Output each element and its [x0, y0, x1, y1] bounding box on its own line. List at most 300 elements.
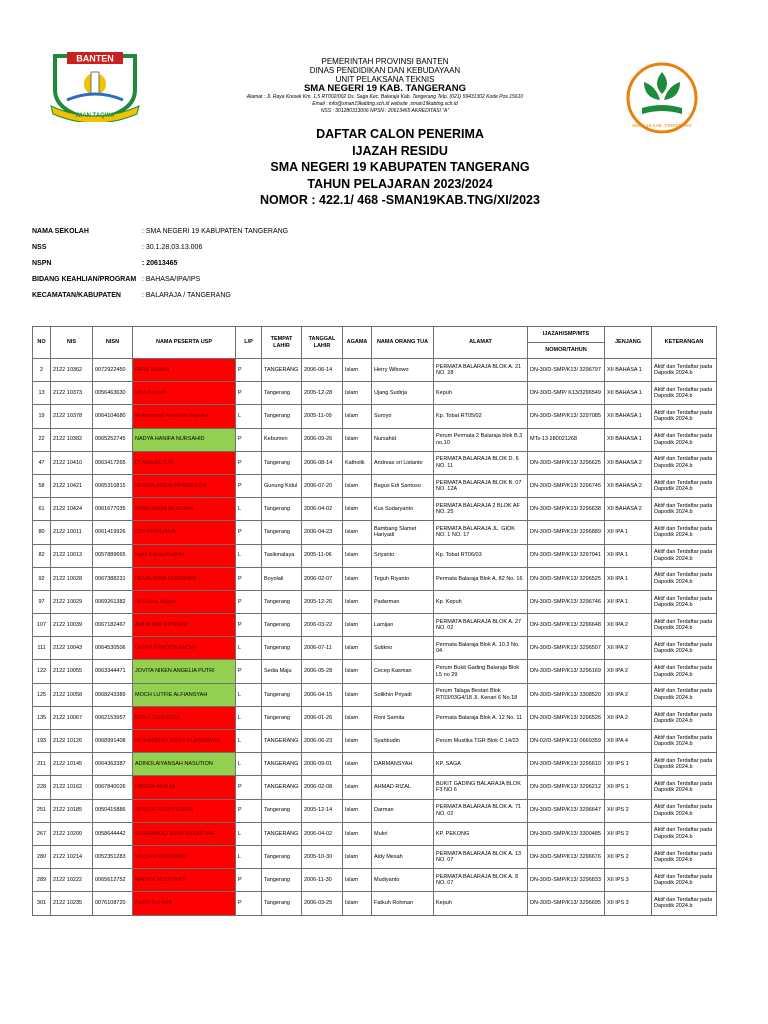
cell-no: 13 [33, 382, 51, 405]
cell-tempat: Tangerang [262, 683, 302, 706]
cell-keterangan: Aktif dan Terdaftar pada Dapodik 2024.b [652, 799, 717, 822]
cell-jenjang: XII IPS 1 [605, 753, 652, 776]
cell-nama: ADINOLAIYANSAH NASUTION [133, 753, 236, 776]
cell-no: 122 [33, 660, 51, 683]
header-email: Email : info@sman19kabtng.sch.id website :sman19kabtng.sch.id [312, 101, 458, 107]
cell-nomor: DN-30/D-SMP/ K13/3296549 [528, 382, 605, 405]
cell-tempat: TANGERANG [262, 730, 302, 753]
header-line-2: DINAS PENDIDIKAN DAN KEBUDAYAAN [309, 66, 461, 75]
table-row [33, 382, 717, 405]
header-tempat: TEMPAT LAHIR [262, 327, 302, 359]
cell-nomor: DN-30/D-SMP/K13/ 3296638 [528, 498, 605, 521]
cell-keterangan: Aktif dan Terdaftar pada Dapodik 2024.b [652, 869, 717, 892]
cell-nama: WILDAN RAMADANI [133, 845, 236, 868]
cell-nis: 2122 10029 [51, 590, 93, 613]
cell-nama: Nilai Dela Anjani [133, 590, 236, 613]
cell-agama: Islam [343, 359, 372, 382]
cell-ortu: Herry Wibowo [372, 359, 434, 382]
cell-tempat: Tangerang [262, 590, 302, 613]
cell-jenjang: XII BAHASA 2 [605, 451, 652, 474]
cell-nomor: DN-30/D-SMP/K13/ 3296647 [528, 799, 605, 822]
cell-nisn: 0064104680 [93, 405, 133, 428]
cell-tanggal: 2006-06-23 [302, 730, 343, 753]
cell-jenjang: XII IPA 1 [605, 590, 652, 613]
cell-keterangan: Aktif dan Terdaftar pada Dapodik 2024.b [652, 892, 717, 915]
cell-nomor: DN-02/D-SMP/K13/ 0669359 [528, 730, 605, 753]
cell-nis: 2122 10421 [51, 474, 93, 497]
cell-jenjang: XII BAHASA 1 [605, 382, 652, 405]
cell-no: 82 [33, 544, 51, 567]
banten-emblem-icon [45, 50, 145, 122]
title-line-2: IJAZAH RESIDU [352, 143, 448, 158]
table-row [33, 637, 717, 660]
cell-no: 2 [33, 359, 51, 382]
cell-keterangan: Aktif dan Terdaftar pada Dapodik 2024.b [652, 660, 717, 683]
cell-keterangan: Aktif dan Terdaftar pada Dapodik 2024.b [652, 382, 717, 405]
cell-lp: L [236, 405, 262, 428]
cell-lp: P [236, 660, 262, 683]
cell-tempat: TANGERANG [262, 359, 302, 382]
table-row [33, 567, 717, 590]
cell-tanggal: 2006-09-26 [302, 428, 343, 451]
table-row [33, 753, 717, 776]
cell-alamat: PERMATA BALARAJA JL. GIOK NO. 1 NO. 17 [434, 521, 528, 544]
cell-keterangan: Aktif dan Terdaftar pada Dapodik 2024.b [652, 544, 717, 567]
cell-jenjang: XII BAHASA 2 [605, 474, 652, 497]
cell-keterangan: Aktif dan Terdaftar pada Dapodik 2024.b [652, 822, 717, 845]
cell-lp: P [236, 359, 262, 382]
cell-nisn: 0068243389 [93, 683, 133, 706]
cell-nisn: 0052351283 [93, 845, 133, 868]
cell-nama: MUHAMMAD RIZKI BASARYAH [133, 822, 236, 845]
cell-agama: Islam [343, 845, 372, 868]
cell-nisn: 0072922450 [93, 359, 133, 382]
cell-tanggal: 2006-04-02 [302, 822, 343, 845]
cell-tempat: TANGERANG [262, 753, 302, 776]
cell-nis: 2122 10424 [51, 498, 93, 521]
cell-nomor: DN-30/D-SMP/K13/ 3296797 [528, 359, 605, 382]
table-row [33, 706, 717, 729]
cell-nomor: DN-30/D-SMP/K13/ 3296745 [528, 474, 605, 497]
cell-nisn: 0065310815 [93, 474, 133, 497]
table-row [33, 544, 717, 567]
cell-nama: AMELIA PUSPITA SARI [133, 799, 236, 822]
cell-keterangan: Aktif dan Terdaftar pada Dapodik 2024.b [652, 521, 717, 544]
cell-nisn: 0065612752 [93, 869, 133, 892]
cell-ortu: Mudiyanto [372, 869, 434, 892]
table-row [33, 845, 717, 868]
table-row [33, 660, 717, 683]
cell-nis: 2122 10055 [51, 660, 93, 683]
cell-alamat: KP. SAGA [434, 753, 528, 776]
cell-alamat: Perum Bukit Gading Balaraja Blok L5 no 29 [434, 660, 528, 683]
cell-keterangan: Aktif dan Terdaftar pada Dapodik 2024.b [652, 614, 717, 637]
header-nisn: NISN [93, 327, 133, 359]
cell-alamat: Perum Talaga Bestari Blok RT03/03G4/18 Jl. Kenari 6 No 18 [434, 683, 528, 706]
cell-tanggal: 2006-03-22 [302, 614, 343, 637]
header-no: NO [33, 327, 51, 359]
cell-tanggal: 2006-05-28 [302, 660, 343, 683]
cell-ortu: Fatkuh Rohman [372, 892, 434, 915]
cell-no: 125 [33, 683, 51, 706]
cell-no: 251 [33, 799, 51, 822]
cell-agama: Islam [343, 683, 372, 706]
cell-ortu: Lamijan [372, 614, 434, 637]
header-line-1: PEMERINTAH PROVINSI BANTEN [321, 57, 449, 66]
cell-tempat: Gunung Kidul [262, 474, 302, 497]
cell-lp: P [236, 428, 262, 451]
cell-no: 135 [33, 706, 51, 729]
cell-keterangan: Aktif dan Terdaftar pada Dapodik 2024.b [652, 683, 717, 706]
header-nama: NAMA PESERTA USP [133, 327, 236, 359]
cell-keterangan: Aktif dan Terdaftar pada Dapodik 2024.b [652, 498, 717, 521]
cell-nama: REGITA ANDAI PRAMESTHI [133, 474, 236, 497]
table-row [33, 614, 717, 637]
cell-nis: 2122 10043 [51, 637, 93, 660]
table-row [33, 451, 717, 474]
header-ijazah: IJAZAH/SMP/MTS [528, 327, 605, 343]
cell-nisn: 0063344471 [93, 660, 133, 683]
cell-alamat: Kepuh [434, 892, 528, 915]
cell-nomor: DN-30/D-SMP/K13/ 3296833 [528, 869, 605, 892]
info-label: KECAMATAN/KABUPATEN [32, 292, 121, 299]
cell-agama: Islam [343, 567, 372, 590]
emblem-motto-text: IMAN TAQWA [75, 113, 115, 119]
cell-nis: 2122 10067 [51, 706, 93, 729]
cell-lp: P [236, 869, 262, 892]
info-row [32, 244, 432, 260]
cell-lp: P [236, 382, 262, 405]
cell-agama: Islam [343, 474, 372, 497]
cell-keterangan: Aktif dan Terdaftar pada Dapodik 2024.b [652, 567, 717, 590]
table-row [33, 776, 717, 799]
cell-ortu: Andreas sri Listanto [372, 451, 434, 474]
info-label: NSS [32, 244, 47, 251]
cell-nisn: 0065252745 [93, 428, 133, 451]
cell-lp: L [236, 706, 262, 729]
cell-tanggal: 2006-07-11 [302, 637, 343, 660]
cell-tanggal: 2006-07-20 [302, 474, 343, 497]
cell-nomor: DN-30/D-SMP/K13/ 3296746 [528, 590, 605, 613]
cell-alamat: Perum Permata 2 Balaraja blok B.3 no.10 [434, 428, 528, 451]
header-address: Alamat : Jl. Raya Kresek Km. 1,5 RT002/002 Ds. Saga Kec. Balaraja Kab. Tangerang Telp. (021) 59431302 Kode Pos 15610 [246, 94, 524, 100]
cell-tanggal: 2006-01-26 [302, 706, 343, 729]
cell-nis: 2122 10382 [51, 428, 93, 451]
cell-no: 97 [33, 590, 51, 613]
cell-ortu: Padarman [372, 590, 434, 613]
cell-lp: P [236, 590, 262, 613]
cell-nis: 2122 10235 [51, 892, 93, 915]
cell-nis: 2122 10362 [51, 359, 93, 382]
cell-lp: L [236, 637, 262, 660]
cell-ortu: DARMANSYAH [372, 753, 434, 776]
cell-tempat: TANGERANG [262, 822, 302, 845]
cell-nisn: 0056463630 [93, 382, 133, 405]
cell-lp: L [236, 498, 262, 521]
cell-jenjang: XII IPS 2 [605, 822, 652, 845]
cell-keterangan: Aktif dan Terdaftar pada Dapodik 2024.b [652, 590, 717, 613]
cell-nis: 2122 10013 [51, 544, 93, 567]
cell-nis: 2122 10222 [51, 869, 93, 892]
cell-tempat: Tasikmalaya [262, 544, 302, 567]
header-tanggal: TANGGAL LAHIR [302, 327, 343, 359]
cell-nama: Fahri Kanza Fadhila [133, 544, 236, 567]
cell-nama: NEVALIMNA FEBRIANTI [133, 567, 236, 590]
cell-nisn: 0050415886 [93, 799, 133, 822]
cell-no: 92 [33, 567, 51, 590]
cell-keterangan: Aktif dan Terdaftar pada Dapodik 2024.b [652, 451, 717, 474]
cell-nomor: DN-30/D-SMP/K13/ 3300485 [528, 822, 605, 845]
cell-nama: DWI APRILIANA [133, 521, 236, 544]
cell-keterangan: Aktif dan Terdaftar pada Dapodik 2024.b [652, 359, 717, 382]
table-row [33, 869, 717, 892]
cell-no: 228 [33, 776, 51, 799]
cell-tanggal: 2006-03-25 [302, 892, 343, 915]
cell-nisn: 0076108720 [93, 892, 133, 915]
cell-tanggal: 2005-12-14 [302, 799, 343, 822]
cell-lp: P [236, 474, 262, 497]
cell-tempat: Tangerang [262, 451, 302, 474]
cell-agama: Islam [343, 822, 372, 845]
cell-tempat: Tangerang [262, 706, 302, 729]
cell-tanggal: 2005-12-28 [302, 382, 343, 405]
cell-ortu: Teguh Riyanto [372, 567, 434, 590]
cell-nisn: 0061419926 [93, 521, 133, 544]
title-line-5: NOMOR : 422.1/ 468 -SMAN19KAB.TNG/XI/2023 [260, 193, 540, 207]
cell-nis: 2122 10028 [51, 567, 93, 590]
cell-ortu: Suroyo [372, 405, 434, 428]
cell-tanggal: 2006-02-07 [302, 567, 343, 590]
cell-nisn: 0063417265 [93, 451, 133, 474]
cell-ortu: Roni Sarnita [372, 706, 434, 729]
cell-jenjang: XII BAHASA 1 [605, 405, 652, 428]
cell-lp: L [236, 753, 262, 776]
cell-jenjang: XII IPS 3 [605, 869, 652, 892]
cell-nis: 2122 10378 [51, 405, 93, 428]
cell-nis: 2122 10011 [51, 521, 93, 544]
cell-nisn: 0067182467 [93, 614, 133, 637]
cell-lp: L [236, 683, 262, 706]
cell-agama: Islam [343, 405, 372, 428]
cell-tempat: TANGERANG [262, 776, 302, 799]
recipient-table [32, 326, 717, 916]
info-row [32, 292, 432, 308]
cell-jenjang: XII IPS 2 [605, 799, 652, 822]
cell-agama: Islam [343, 544, 372, 567]
document-title [120, 126, 680, 209]
header-ortu: NAMA ORANG TUA [372, 327, 434, 359]
cell-nama: Rika Paujiah [133, 382, 236, 405]
cell-alamat: Permata Balaraja Blok A. 82 No. 16 [434, 567, 528, 590]
cell-no: 107 [33, 614, 51, 637]
cell-nama: RAYA ISHAMI [133, 359, 236, 382]
school-info [32, 228, 432, 308]
cell-nama: JOVITA NIKEN ANGELIA PUTRI [133, 660, 236, 683]
info-label: NSPN [32, 260, 52, 267]
cell-alamat: PERMATA BALARAJA 2 BLOK AF NO. 25 [434, 498, 528, 521]
cell-keterangan: Aktif dan Terdaftar pada Dapodik 2024.b [652, 428, 717, 451]
cell-tempat: Tangerang [262, 614, 302, 637]
cell-ortu: Syahbudin [372, 730, 434, 753]
cell-tanggal: 2005-12-26 [302, 590, 343, 613]
header-school-name: SMA NEGERI 19 KAB. TANGERANG [303, 83, 467, 94]
cell-keterangan: Aktif dan Terdaftar pada Dapodik 2024.b [652, 845, 717, 868]
cell-nama: RYAN RAMA MUSTAFA [133, 498, 236, 521]
cell-agama: Katholik [343, 451, 372, 474]
cell-nisn: 0068991408 [93, 730, 133, 753]
cell-jenjang: XII IPA 2 [605, 614, 652, 637]
cell-no: 80 [33, 521, 51, 544]
cell-nisn: 0069261382 [93, 590, 133, 613]
cell-ortu: Bambang Slamet Hariyadi [372, 521, 434, 544]
cell-lp: L [236, 730, 262, 753]
cell-tempat: Tangerang [262, 405, 302, 428]
school-logo-text: SMAN 19 KAB. TANGERANG [631, 123, 693, 128]
cell-nama: MUHAMMAD RIZKY KURNIAWAN [133, 730, 236, 753]
cell-tempat: Tangerang [262, 382, 302, 405]
cell-tanggal: 2006-04-02 [302, 498, 343, 521]
table-row [33, 498, 717, 521]
cell-nomor: DN-30/D-SMP/K13/ 3296169 [528, 660, 605, 683]
cell-lp: P [236, 892, 262, 915]
cell-tanggal: 2006-04-15 [302, 683, 343, 706]
cell-keterangan: Aktif dan Terdaftar pada Dapodik 2024.b [652, 730, 717, 753]
cell-nama: RADIKA MUDIYANTI [133, 869, 236, 892]
header-nomor-tahun: NOMOR/TAHUN [528, 343, 605, 359]
cell-nomor: DN-30/D-SMP/K13/ 3296676 [528, 845, 605, 868]
cell-nama: Fadhil Nur Arifi [133, 892, 236, 915]
cell-no: 211 [33, 753, 51, 776]
cell-no: 301 [33, 892, 51, 915]
cell-alamat: Kp. Tobat RT05/02 [434, 405, 528, 428]
info-value: : 20613465 [142, 260, 178, 267]
cell-nomor: DN-30/D-SMP/K13/ 3308520 [528, 683, 605, 706]
cell-no: 22 [33, 428, 51, 451]
cell-tanggal: 2005-11-09 [302, 405, 343, 428]
cell-nis: 2122 10373 [51, 382, 93, 405]
cell-nis: 2122 10162 [51, 776, 93, 799]
emblem-top-text: BANTEN [76, 53, 114, 64]
cell-nis: 2122 10039 [51, 614, 93, 637]
header-keterangan: KETERANGAN [652, 327, 717, 359]
cell-nis: 2122 10145 [51, 753, 93, 776]
cell-alamat: PERMATA BALARAJA BLOK B. 07 NO. 12A [434, 474, 528, 497]
header-agama: AGAMA [343, 327, 372, 359]
cell-alamat: BUKIT GADING BALARAJA BLOK F3 NO 6 [434, 776, 528, 799]
cell-tempat: Tangerang [262, 498, 302, 521]
cell-nomor: DN-30/D-SMP/K13/ 3297085 [528, 405, 605, 428]
cell-lp: L [236, 845, 262, 868]
cell-alamat: PERMATA BALARAJA BLOK A. 21 NO. 28 [434, 359, 528, 382]
cell-nomor: DN-30/D-SMP/K13/ 3296212 [528, 776, 605, 799]
cell-nis: 2122 10058 [51, 683, 93, 706]
cell-nomor: DN-30/D-SMP/K13/ 3296625 [528, 451, 605, 474]
cell-lp: P [236, 799, 262, 822]
info-value: : BAHASA/IPA/IPS [142, 276, 201, 283]
table-row [33, 892, 717, 915]
cell-alamat: PERMATA BALARAJA BLOK A. 13 NO. 07 [434, 845, 528, 868]
cell-nis: 2122 10185 [51, 799, 93, 822]
cell-no: 267 [33, 822, 51, 845]
cell-nis: 2122 10126 [51, 730, 93, 753]
cell-keterangan: Aktif dan Terdaftar pada Dapodik 2024.b [652, 637, 717, 660]
cell-jenjang: XII BAHASA 2 [605, 498, 652, 521]
cell-ortu: Kus Sudaryanto [372, 498, 434, 521]
cell-lp: P [236, 776, 262, 799]
cell-no: 61 [33, 498, 51, 521]
header-nss: NSS : 301280313006 NPSN : 20613465 AKREDITASI "A" [320, 108, 450, 114]
cell-tanggal: 2006-06-14 [302, 359, 343, 382]
cell-ortu: Ujang Sudirja [372, 382, 434, 405]
cell-alamat: Kepuh [434, 382, 528, 405]
cell-agama: Islam [343, 590, 372, 613]
table-row [33, 590, 717, 613]
title-line-4: TAHUN PELAJARAN 2023/2024 [307, 176, 493, 191]
cell-nomor: DN-30/D-SMP/K13/ 3296507 [528, 637, 605, 660]
cell-jenjang: XII IPA 1 [605, 544, 652, 567]
cell-tanggal: 2006-09-01 [302, 753, 343, 776]
cell-agama: Islam [343, 730, 372, 753]
cell-lp: L [236, 822, 262, 845]
cell-alamat: Permata Balaraja Blok A. 12 No. 11 [434, 706, 528, 729]
cell-agama: Islam [343, 706, 372, 729]
cell-ortu: Sriyanto [372, 544, 434, 567]
cell-nama: AULIA DWI FITRIANI [133, 614, 236, 637]
cell-agama: Islam [343, 428, 372, 451]
cell-nisn: 0067840026 [93, 776, 133, 799]
title-line-3: SMA NEGERI 19 KABUPATEN TANGERANG [270, 160, 530, 174]
cell-nisn: 0064363387 [93, 753, 133, 776]
info-row [32, 228, 432, 244]
cell-nomor: DN-30/D-SMP/K13/ 3296525 [528, 567, 605, 590]
cell-no: 47 [33, 451, 51, 474]
cell-alamat: PERMATA BALARAJA BLOK A. 8 NO. 07 [434, 869, 528, 892]
cell-nomor: DN-30/D-SMP/K13/ 3296889 [528, 521, 605, 544]
cell-agama: Islam [343, 892, 372, 915]
cell-ortu: AHMAD RIZAL [372, 776, 434, 799]
table-row [33, 822, 717, 845]
cell-tempat: Tangerang [262, 799, 302, 822]
cell-nis: 2122 10214 [51, 845, 93, 868]
cell-alamat: Permata Balaraja Blok A. 10.3 No. 04 [434, 637, 528, 660]
cell-lp: L [236, 544, 262, 567]
cell-nama: DAFFA PRADITA ARDHI [133, 637, 236, 660]
cell-alamat: PERMATA BALARAJA BLOK A. 27 NO. 02 [434, 614, 528, 637]
cell-tempat: Tangerang [262, 869, 302, 892]
cell-agama: Islam [343, 637, 372, 660]
cell-agama: Islam [343, 382, 372, 405]
cell-tempat: Sedia Maju [262, 660, 302, 683]
cell-tanggal: 2006-02-08 [302, 776, 343, 799]
header-alamat: ALAMAT [434, 327, 528, 359]
cell-alamat: Kp. Tobat RT06/03 [434, 544, 528, 567]
table-row [33, 359, 717, 382]
cell-tempat: Tangerang [262, 892, 302, 915]
cell-jenjang: XII BAHASA 1 [605, 359, 652, 382]
cell-tanggal: 2006-11-30 [302, 869, 343, 892]
cell-nis: 2122 10200 [51, 822, 93, 845]
table-row [33, 474, 717, 497]
cell-nisn: 0058644442 [93, 822, 133, 845]
cell-nisn: 0057889665 [93, 544, 133, 567]
cell-alamat: KP. PEKONG [434, 822, 528, 845]
cell-jenjang: XII IPS 2 [605, 845, 652, 868]
cell-alamat: PERMATA BALARAJA BLOK D. 6 NO. 11 [434, 451, 528, 474]
info-row [32, 260, 432, 276]
cell-tempat: Tangerang [262, 521, 302, 544]
info-label: BIDANG KEAHLIAN/PROGRAM [32, 276, 137, 283]
cell-jenjang: XII BAHASA 1 [605, 428, 652, 451]
